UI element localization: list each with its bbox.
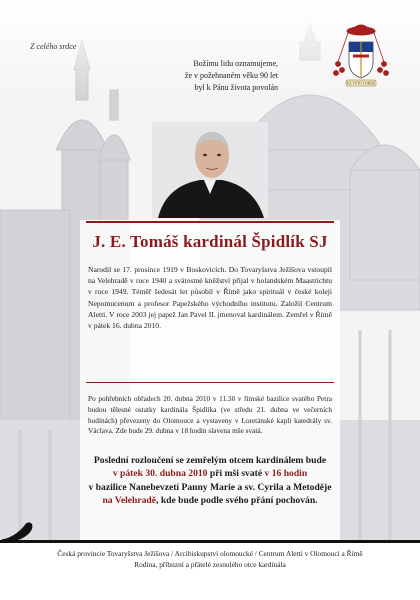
- cardinal-portrait-photo: [152, 122, 268, 218]
- mourning-band: [0, 540, 420, 543]
- biography-text: Narodil se 17. prosince 1919 v Boskovicích. Do Tovaryšstva Ježíšova vstoupil na Velehradě v roce 1940 a svátostné kněžství přijal v holandském Maastrichtu v roce 1949. Téměř šedesát let působil v Římě jako spirituál v české koleji Nepomucenum a profesor Papežského východního institutu. Založil Centrum Aletti. V roce 2003 jej papež Jan Pavel II. jmenoval kardinálem. Zemřel v Římě v pátek 16. dubna 2010.: [88, 265, 332, 331]
- motto-text: Z celého srdce: [30, 42, 77, 51]
- intro-line: Božímu lidu oznamujeme,: [193, 59, 278, 68]
- farewell-announcement: [40, 454, 380, 508]
- announcement-place: na Velehradě: [102, 495, 157, 507]
- footer-signatories: [0, 548, 420, 570]
- footer-line: Česká provincie Tovaryšstva Ježíšova / Arcibiskupství olomoucké / Centrum Aletti v Olomouci a Římě: [57, 549, 363, 558]
- footer-line: Rodina, příbuzní a přátelé zesnulého otce kardinála: [134, 560, 286, 569]
- announcement-line: [40, 494, 380, 507]
- announcement-time: v 16 hodin: [264, 468, 308, 480]
- page-title: J. E. Tomáš kardinál Špidlík SJ: [92, 232, 328, 251]
- intro-line: byl k Pánu života povolán: [194, 83, 278, 92]
- coat-of-arms-motto: EX TOTO CORDE: [346, 81, 376, 86]
- divider-line: [86, 221, 334, 223]
- divider-line: [86, 382, 334, 383]
- intro-text: [148, 58, 278, 94]
- announcement-text: při mši svaté: [207, 468, 265, 480]
- intro-line: že v požehnaném věku 90 let: [184, 71, 278, 80]
- announcement-text: , kde bude podle svého přání pochován.: [156, 495, 318, 507]
- cardinal-coat-of-arms-icon: [332, 22, 390, 94]
- announcement-line: [40, 467, 380, 480]
- funeral-details-text: Po pohřebních obřadech 20. dubna 2010 v 11.30 v římské bazilice svatého Petra budou tělesné ostatky kardinála Špidlíka (ve středu 21. dubna ve večerních hodinách) převezeny do Olomouce a vystaveny v Loretánské kapli katedrály sv. Václava. Zde bude 29. dubna v 18 hodin slavena mše svatá.: [88, 394, 332, 436]
- announcement-line: v bazilice Nanebevzetí Panny Marie a sv. Cyrila a Metoděje: [88, 481, 332, 493]
- announcement-date: v pátek 30. dubna 2010: [112, 468, 208, 480]
- announcement-line: Poslední rozloučení se zemřelým otcem kardinálem bude: [93, 455, 327, 466]
